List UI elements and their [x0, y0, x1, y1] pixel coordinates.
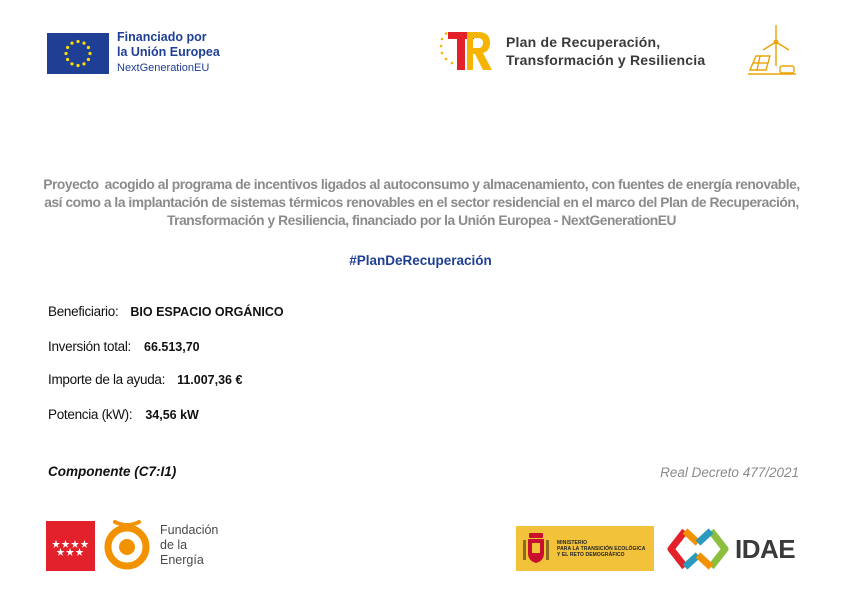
wind-solar-icon: [744, 22, 800, 78]
beneficiario-field: [48, 304, 284, 319]
ministerio-line2: PARA LA TRANSICIÓN ECOLÓGICA: [557, 545, 646, 552]
plan-logo-line1: Plan de Recuperación,: [506, 34, 661, 50]
ministerio-line1: MINISTERIO: [557, 539, 588, 546]
fundacion-line3: Energía: [160, 553, 204, 567]
fundacion-line2: de la: [160, 538, 188, 552]
project-lead-word: Proyecto: [43, 177, 99, 192]
componente-label: Componente (C7:I1): [48, 464, 177, 479]
eu-flag-icon: [47, 33, 109, 74]
eu-logo-line3: NextGenerationEU: [117, 62, 210, 74]
real-decreto-label: Real Decreto 477/2021: [660, 465, 799, 480]
fundacion-line1: Fundación: [160, 523, 219, 537]
fundacion-energia-logo: [101, 518, 218, 572]
idae-wordmark: IDAE: [735, 533, 796, 564]
beneficiario-label: Beneficiario:: [48, 304, 119, 319]
inversion-value: 66.513,70: [144, 340, 200, 354]
hashtag: #PlanDeRecuperación: [349, 253, 492, 268]
idae-logo-icon: [665, 525, 731, 573]
idae-logo: [665, 525, 795, 573]
eu-funding-logo: [47, 30, 220, 76]
potencia-field: [48, 407, 199, 422]
potencia-value: 34,56 kW: [145, 408, 199, 422]
ministerio-logo: [516, 526, 654, 571]
inversion-field: [48, 339, 200, 354]
beneficiario-value: BIO ESPACIO ORGÁNICO: [130, 305, 284, 319]
project-description: [40, 176, 803, 230]
fundacion-energia-icon: [101, 518, 153, 572]
spain-coat-of-arms-icon: [521, 531, 551, 567]
eu-logo-line2: la Unión Europea: [117, 45, 220, 59]
ministerio-line3: Y EL RETO DEMOGRÁFICO: [557, 551, 625, 558]
project-description-text: acogido al programa de incentivos ligados al autoconsumo y almacenamiento, con fuentes de energía renovable, así como a la implantación de sistemas térmicos renovables en el sector residencial en el marco del Plan de Recuperación, Transformación y Resiliencia, financiado por la Unión Europea - NextGenerationEU: [44, 177, 800, 228]
prtr-logo-icon: [438, 28, 494, 74]
plan-recuperacion-logo: [438, 28, 705, 74]
madrid-flag-icon: [46, 521, 95, 571]
eu-logo-line1: Financiado por: [117, 30, 207, 44]
importe-field: [48, 372, 242, 387]
importe-label: Importe de la ayuda:: [48, 372, 166, 387]
importe-value: 11.007,36 €: [177, 373, 243, 387]
inversion-label: Inversión total:: [48, 339, 131, 354]
plan-logo-line2: Transformación y Resiliencia: [506, 52, 706, 68]
potencia-label: Potencia (kW):: [48, 407, 133, 422]
